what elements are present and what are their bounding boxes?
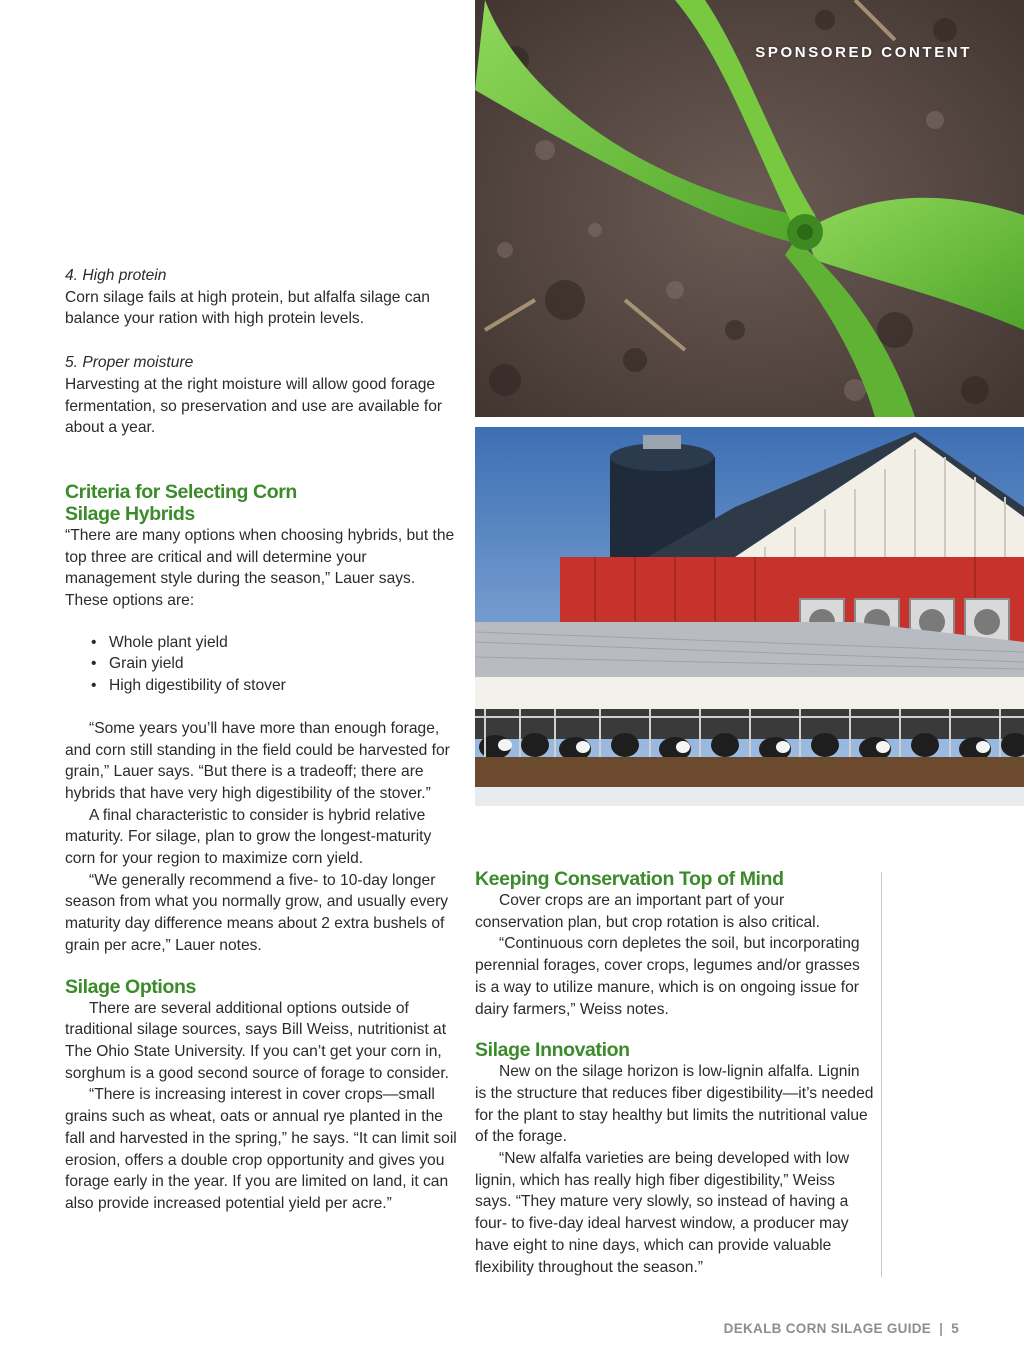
item-4-heading: 4. High protein bbox=[65, 267, 167, 284]
innovation-paragraph-1: New on the silage horizon is low-lignin alfalfa. Lignin is the structure that reduces fiber digestibility—it’s needed for the plant to stay healthy but limits the nutritional value of the forage. bbox=[475, 1063, 874, 1146]
silage-options-paragraph-1: There are several additional options outside of traditional silage sources, says Bill Weiss, nutritionist at The Ohio State University. If you can’t get your corn in, sorghum is a good second source of forage to consider. bbox=[65, 999, 450, 1082]
dairy-barn-illustration bbox=[475, 427, 1024, 806]
left-column bbox=[65, 265, 460, 1215]
corn-seedling-illustration bbox=[475, 0, 1024, 417]
right-column bbox=[475, 868, 875, 1278]
criteria-paragraph-1: “Some years you’ll have more than enough forage, and corn still standing in the field could be harvested for grain,” Lauer says. “But there is a tradeoff; there are hybrids that have very high digestibility of the stover.” bbox=[65, 719, 450, 802]
page-number: 5 bbox=[951, 1321, 959, 1336]
silage-options-heading: Silage Options bbox=[65, 975, 196, 998]
criteria-intro: “There are many options when choosing hybrids, but the top three are critical and will determine your management style during the season,” Lauer says. These options are: bbox=[65, 526, 455, 610]
column-divider bbox=[881, 872, 882, 1277]
criteria-heading-line2: Silage Hybrids bbox=[65, 502, 195, 525]
footer-separator: | bbox=[939, 1321, 944, 1336]
guide-title: DEKALB CORN SILAGE GUIDE bbox=[723, 1321, 932, 1336]
page-footer bbox=[724, 1321, 959, 1336]
item-4-body: Corn silage fails at high protein, but alfalfa silage can balance your ration with high protein levels. bbox=[65, 288, 430, 328]
conservation-paragraph-1: Cover crops are an important part of your conservation plan, but crop rotation is also critical. bbox=[475, 892, 820, 931]
item-5-body: Harvesting at the right moisture will allow good forage fermentation, so preservation and use are available for about a year. bbox=[65, 375, 443, 437]
criteria-heading-line1: Criteria for Selecting Corn bbox=[65, 480, 297, 503]
conservation-paragraph-2: “Continuous corn depletes the soil, but incorporating perennial forages, cover crops, legumes and/or grasses is a way to utilize manure, which is on ongoing issue for dairy farmers,” Weiss notes. bbox=[475, 935, 860, 1018]
conservation-heading: Keeping Conservation Top of Mind bbox=[475, 868, 784, 890]
list-item: • Whole plant yield bbox=[89, 632, 460, 654]
criteria-paragraph-2: A final characteristic to consider is hybrid relative maturity. For silage, plan to grow the longest-maturity corn for your region to maximize corn yield. bbox=[65, 806, 432, 868]
criteria-paragraph-3: “We generally recommend a five- to 10-day longer season from what you normally grow, and usually every maturity day difference means about 2 extra bushels of grain per acre,” Lauer notes. bbox=[65, 871, 449, 954]
criteria-heading bbox=[65, 481, 460, 525]
criteria-bullet-list bbox=[65, 632, 460, 697]
innovation-paragraph-2: “New alfalfa varieties are being developed with low lignin, which has really high fiber digestibility,” Weiss says. “They mature very slowly, so instead of having a four- to five-day ideal harvest window, a producer may have eight to nine days, which can provide valuable flexibility throughout the season.” bbox=[475, 1150, 850, 1276]
dairy-barn-photo bbox=[475, 427, 1024, 806]
corn-seedling-photo bbox=[475, 0, 1024, 417]
innovation-heading: Silage Innovation bbox=[475, 1039, 630, 1062]
list-item: • High digestibility of stover bbox=[89, 675, 460, 697]
sponsored-content-label: SPONSORED CONTENT bbox=[755, 44, 972, 61]
silage-options-paragraph-2: “There is increasing interest in cover crops—small grains such as wheat, oats or annual rye planted in the fall and harvested in the spring,” he says. “It can limit soil erosion, offers a double crop opportunity and gives you forage early in the year. If you are limited on land, it can also provide increased potential yield per acre.” bbox=[65, 1086, 457, 1212]
item-5-heading: 5. Proper moisture bbox=[65, 354, 194, 372]
list-item: • Grain yield bbox=[89, 653, 460, 675]
